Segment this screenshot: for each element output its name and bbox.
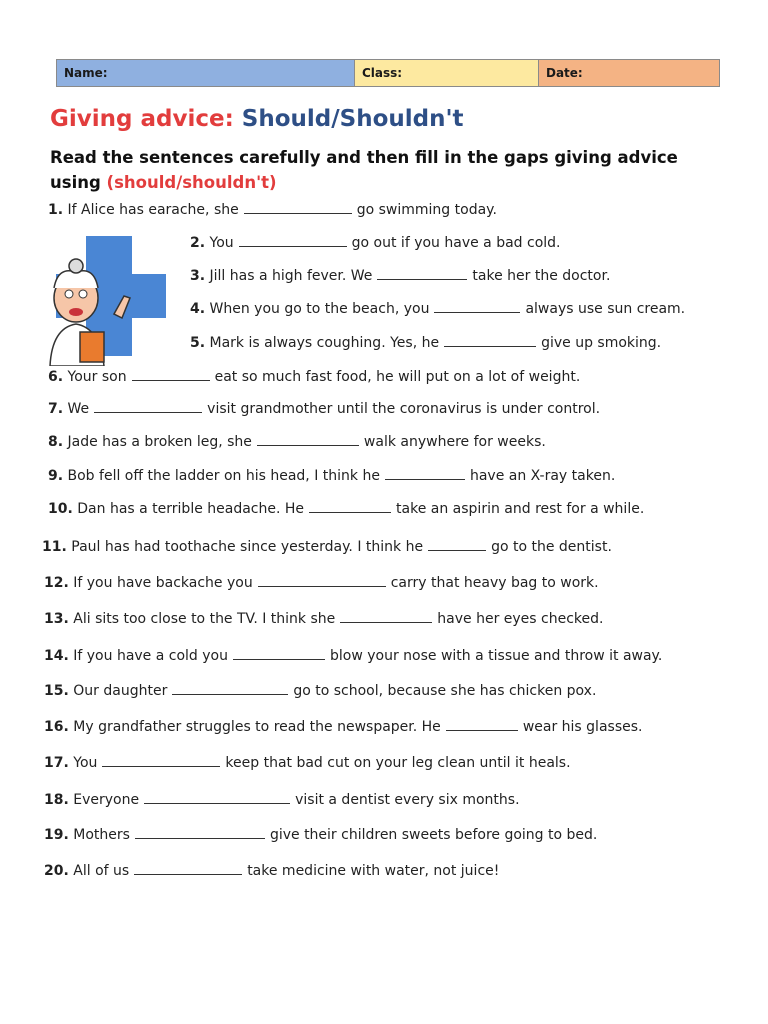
question-text-after: go out if you have a bad cold. (351, 235, 561, 251)
title-part-2: Should/Shouldn't (241, 106, 464, 132)
question-number: 3. (190, 268, 206, 284)
answer-blank[interactable] (94, 400, 202, 413)
answer-blank[interactable] (258, 574, 386, 587)
question-number: 11. (42, 539, 67, 555)
question-number: 4. (190, 301, 206, 317)
doctor-with-cross-icon (36, 236, 176, 366)
answer-blank[interactable] (135, 826, 265, 839)
question-number: 20. (44, 863, 69, 879)
question-number: 15. (44, 683, 69, 699)
student-info-table (56, 59, 720, 87)
answer-blank[interactable] (102, 754, 220, 767)
question-1 (48, 201, 497, 218)
question-2 (190, 234, 561, 251)
question-12 (44, 574, 599, 591)
answer-blank[interactable] (309, 500, 391, 513)
question-text-after: visit grandmother until the coronavirus is under control. (207, 401, 601, 417)
question-text-after: go to the dentist. (491, 539, 612, 555)
question-8 (48, 433, 546, 450)
answer-blank[interactable] (257, 433, 359, 446)
answer-blank[interactable] (434, 300, 520, 313)
question-9 (48, 467, 615, 484)
answer-blank[interactable] (385, 467, 465, 480)
question-text-before: Jill has a high fever. We (209, 268, 373, 284)
question-number: 17. (44, 755, 69, 771)
question-text-before: Mark is always coughing. Yes, he (209, 335, 440, 351)
answer-blank[interactable] (244, 201, 352, 214)
question-number: 12. (44, 575, 69, 591)
question-text-after: give up smoking. (541, 335, 662, 351)
question-text-after: carry that heavy bag to work. (390, 575, 599, 591)
question-text-before: We (67, 401, 90, 417)
question-text-after: take an aspirin and rest for a while. (396, 501, 645, 517)
question-text-before: Our daughter (73, 683, 168, 699)
question-17 (44, 754, 571, 771)
question-text-after: always use sun cream. (525, 301, 686, 317)
question-19 (44, 826, 597, 843)
question-text-after: have an X-ray taken. (469, 468, 616, 484)
answer-blank[interactable] (340, 610, 432, 623)
instructions-text: Read the sentences carefully and then fill in the gaps giving advice using (50, 148, 678, 192)
question-number: 18. (44, 792, 69, 808)
question-text-before: Dan has a terrible headache. He (77, 501, 305, 517)
question-4 (190, 300, 685, 317)
question-text-after: visit a dentist every six months. (295, 792, 520, 808)
question-3 (190, 267, 610, 284)
answer-blank[interactable] (239, 234, 347, 247)
question-18 (44, 791, 520, 808)
question-text-before: If Alice has earache, she (67, 202, 239, 218)
question-15 (44, 682, 596, 699)
question-20 (44, 862, 499, 879)
question-text-before: Mothers (73, 827, 130, 843)
question-text-before: When you go to the beach, you (209, 301, 430, 317)
question-number: 10. (48, 501, 73, 517)
question-text-after: walk anywhere for weeks. (363, 434, 546, 450)
question-text-before: You (73, 755, 98, 771)
question-text-after: keep that bad cut on your leg clean until it heals. (225, 755, 571, 771)
question-text-after: have her eyes checked. (437, 611, 604, 627)
question-text-after: go swimming today. (356, 202, 497, 218)
question-16 (44, 718, 642, 735)
question-text-before: Everyone (73, 792, 140, 808)
question-text-after: take her the doctor. (472, 268, 611, 284)
question-text-before: Paul has had toothache since yesterday. I think he (71, 539, 424, 555)
question-number: 2. (190, 235, 206, 251)
question-text-before: Ali sits too close to the TV. I think she (73, 611, 336, 627)
instructions-highlight: (should/shouldn't) (106, 173, 277, 192)
page-title (50, 106, 464, 132)
answer-blank[interactable] (134, 862, 242, 875)
answer-blank[interactable] (132, 368, 210, 381)
question-text-before: If you have a cold you (73, 648, 228, 664)
question-text-before: All of us (73, 863, 130, 879)
question-6 (48, 368, 580, 385)
question-text-after: wear his glasses. (522, 719, 643, 735)
question-number: 1. (48, 202, 64, 218)
question-text-before: If you have backache you (73, 575, 253, 591)
question-number: 16. (44, 719, 69, 735)
question-number: 8. (48, 434, 64, 450)
answer-blank[interactable] (446, 718, 518, 731)
question-text-before: You (209, 235, 234, 251)
question-text-before: My grandfather struggles to read the newspaper. He (73, 719, 441, 735)
question-number: 6. (48, 369, 64, 385)
question-11 (42, 538, 612, 555)
question-13 (44, 610, 603, 627)
question-text-before: Bob fell off the ladder on his head, I think he (67, 468, 380, 484)
question-number: 19. (44, 827, 69, 843)
question-text-after: take medicine with water, not juice! (247, 863, 500, 879)
question-text-after: go to school, because she has chicken pox. (293, 683, 597, 699)
question-text-before: Your son (67, 369, 127, 385)
question-14 (44, 647, 662, 664)
question-5 (190, 334, 661, 351)
question-text-after: eat so much fast food, he will put on a lot of weight. (214, 369, 581, 385)
question-number: 14. (44, 648, 69, 664)
answer-blank[interactable] (172, 682, 288, 695)
question-number: 13. (44, 611, 69, 627)
question-number: 9. (48, 468, 64, 484)
question-7 (48, 400, 600, 417)
question-number: 5. (190, 335, 206, 351)
answer-blank[interactable] (233, 647, 325, 660)
answer-blank[interactable] (144, 791, 290, 804)
title-part-1: Giving advice: (50, 106, 234, 132)
question-text-before: Jade has a broken leg, she (67, 434, 252, 450)
class-field[interactable]: Class: (355, 60, 539, 86)
name-field[interactable]: Name: (57, 60, 355, 86)
answer-blank[interactable] (428, 538, 486, 551)
answer-blank[interactable] (444, 334, 536, 347)
question-text-after: blow your nose with a tissue and throw it away. (330, 648, 663, 664)
date-field[interactable]: Date: (539, 60, 719, 86)
question-number: 7. (48, 401, 64, 417)
instructions (50, 145, 730, 195)
question-10 (48, 500, 644, 517)
answer-blank[interactable] (377, 267, 467, 280)
question-text-after: give their children sweets before going to bed. (269, 827, 598, 843)
